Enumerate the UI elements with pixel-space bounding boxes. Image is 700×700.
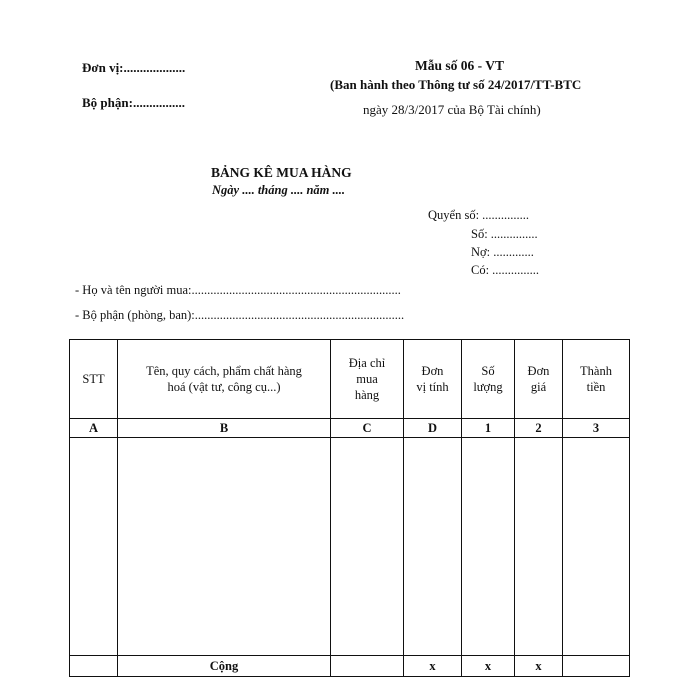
header-amount-line2: tiền [586,380,606,394]
code-cell: C [331,419,404,438]
column-code-row [70,419,630,438]
table-cell [331,438,404,656]
total-quantity: x [462,656,515,677]
code-cell: A [70,419,118,438]
header-amount [563,340,630,419]
table-cell [70,656,118,677]
unit-field: Đơn vị:................... [82,60,186,75]
header-unit-price [515,340,563,419]
voucher-debit: Nợ: ............. [471,245,534,259]
code-cell: 3 [563,419,630,438]
table-header-row [70,340,630,419]
code-cell: 1 [462,419,515,438]
voucher-credit: Có: ............... [471,263,540,277]
header-quantity [462,340,515,419]
table-cell [563,438,630,656]
buyer-name-line: - Họ và tên người mua:................................................................... [75,283,401,297]
total-unit: x [404,656,462,677]
document-title: BẢNG KÊ MUA HÀNG [211,165,352,180]
total-label: Cộng [118,656,331,677]
header-item-name [118,340,331,419]
header-address-line1: Địa chỉ [348,355,386,370]
code-cell: B [118,419,331,438]
header-qty-line1: Số [481,363,495,378]
header-qty-line2: lượng [473,380,503,394]
header-amount-line1: Thành [580,363,612,378]
header-item-name-line1: Tên, quy cách, phẩm chất hàng [146,363,302,378]
table-cell [462,438,515,656]
header-address-line3: hàng [354,388,380,403]
total-row [70,656,630,677]
header-stt: STT [70,340,118,419]
decree-date: ngày 28/3/2017 của Bộ Tài chính) [363,102,541,117]
total-address [331,656,404,677]
header-unit [404,340,462,419]
header-price-line1: Đơn [527,363,550,378]
code-cell: D [404,419,462,438]
table-cell [118,438,331,656]
table-cell [515,438,563,656]
header-address-line2: mua [356,371,378,386]
header-price-line2: giá [530,380,547,394]
total-amount [563,656,630,677]
department-field: Bộ phận:................ [82,95,185,110]
total-unit-price: x [515,656,563,677]
voucher-number: Số: ............... [471,227,538,241]
voucher-book: Quyển số: ............... [428,208,530,222]
buyer-department-line: - Bộ phận (phòng, ban):................................................................... [75,308,405,322]
header-item-name-line2: hoá (vật tư, công cụ...) [167,380,281,394]
document-date-line: Ngày .... tháng .... năm .... [212,183,346,197]
purchase-table [69,339,630,677]
table-body-blank-row [70,438,630,656]
header-unit-line2: vị tính [416,380,449,394]
decree-reference: (Ban hành theo Thông tư số 24/2017/TT-BTC [330,77,582,92]
form-number: Mẫu số 06 - VT [415,58,505,73]
header-purchase-address [331,340,404,419]
table-cell [70,438,118,656]
header-unit-line1: Đơn [421,363,444,378]
table-cell [404,438,462,656]
code-cell: 2 [515,419,563,438]
